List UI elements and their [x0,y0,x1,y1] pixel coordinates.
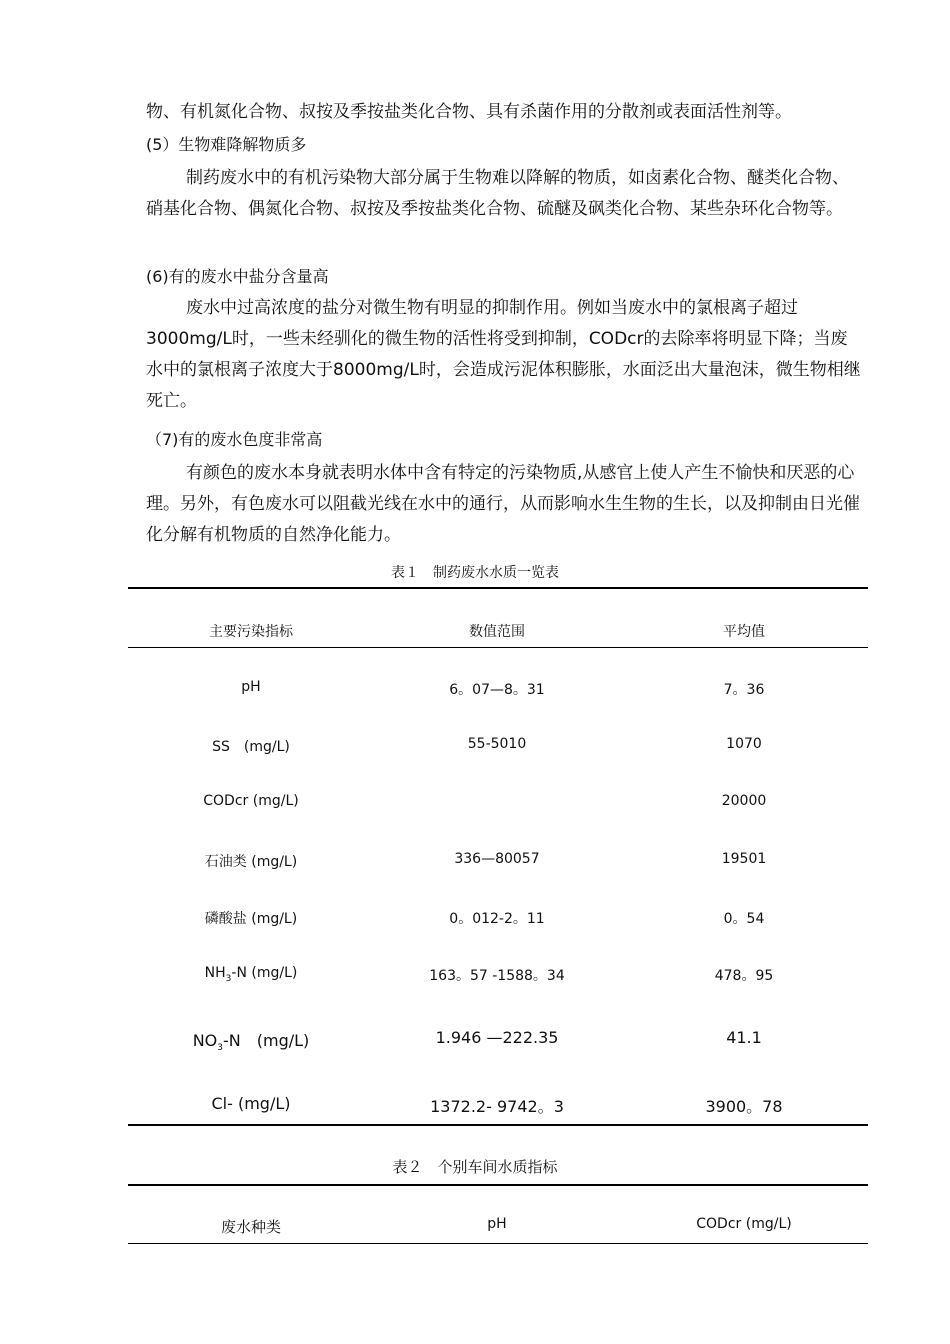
table-row-name: SS (mg/L) [212,739,290,755]
table-row-average: 1070 [726,736,762,752]
heading-6: (6)有的废水中盐分含量高 [146,267,329,286]
paragraph-6: 废水中过高浓度的盐分对微生物有明显的抑制作用。例如当废水中的氯根离子超过3000mg/L时，一些未经驯化的微生物的活性将受到抑制，CODcr的去除率将明显下降；当废水中的氯根离子浓度大于8000mg/L时，会造成污泥体积膨胀，水面泛出大量泡沫，微生物相继死亡。 [146,298,861,411]
table-row-name: $NH_3-N$ (mg/L) [204,965,298,984]
table-row-range: 1372.2- 9742。3 [430,1097,564,1116]
table1-header-indicator: 主要污染指标 [209,624,293,640]
table2-header-type: 废水种类 [220,1218,281,1236]
table-row-range: 0。012-2。11 [449,911,545,927]
table-row-name: CODcr (mg/L) [203,793,299,809]
table-row-name: $NO_3-N$ (mg/L) [192,1031,310,1054]
table-row-range: 6。07—8。31 [449,682,545,698]
table-row-name: 石油类 (mg/L) [204,854,298,870]
table-row-name: pH [241,679,261,695]
table2-header-ph: pH [487,1216,507,1232]
table2-caption: 表２ 个别车间水质指标 [392,1158,558,1176]
table-row-average: 3900。78 [705,1097,783,1116]
paragraph-7: 有颜色的废水本身就表明水体中含有特定的污染物质,从感官上使人产生不愉快和厌恶的心理。另外，有色废水可以阻截光线在水中的通行，从而影响水生生物的生长，以及抑制由日光催化分解有机物质的自然净化能力。 [146,463,860,545]
table-row-range: 336—80057 [454,851,540,867]
table-row-average: 20000 [721,793,767,809]
table2-header-rule [128,1243,868,1244]
table-row-range: 55-5010 [467,736,527,752]
paragraph-continuation: 物、有机氮化合物、叔按及季按盐类化合物、具有杀菌作用的分散剂或表面活性剂等。 [146,102,792,122]
table-row-name: Cl- (mg/L) [211,1094,291,1113]
table2-header-codcr: CODcr (mg/L) [696,1216,792,1232]
heading-5: (5）生物难降解物质多 [146,135,307,154]
table1-header-range: 数值范围 [469,624,525,640]
paragraph-5: 制药废水中的有机污染物大部分属于生物难以降解的物质，如卤素化合物、醚类化合物、硝基化合物、偶氮化合物、叔按及季按盐类化合物、硫醚及砜类化合物、某些杂环化合物等。 [146,168,849,219]
table-row-average: 19501 [721,851,767,867]
table-row-name: 磷酸盐 (mg/L) [204,911,298,927]
table1-caption: 表１ 制药废水水质一览表 [391,565,559,581]
table1-bottom-rule [128,1124,868,1126]
table-row-average: 7。36 [723,682,765,698]
table2-top-rule [128,1184,868,1186]
table-row-range: 1.946 —222.35 [435,1028,559,1047]
table1-header-average: 平均值 [723,624,765,640]
table-row-average: 41.1 [726,1028,762,1047]
heading-7: （7)有的废水色度非常高 [146,430,323,449]
table1-top-rule [128,587,868,589]
table1-header-rule [128,647,868,648]
table-row-average: 478。95 [714,968,774,984]
table-row-average: 0。54 [723,911,765,927]
table-row-range: 163。57 -1588。34 [429,968,565,984]
